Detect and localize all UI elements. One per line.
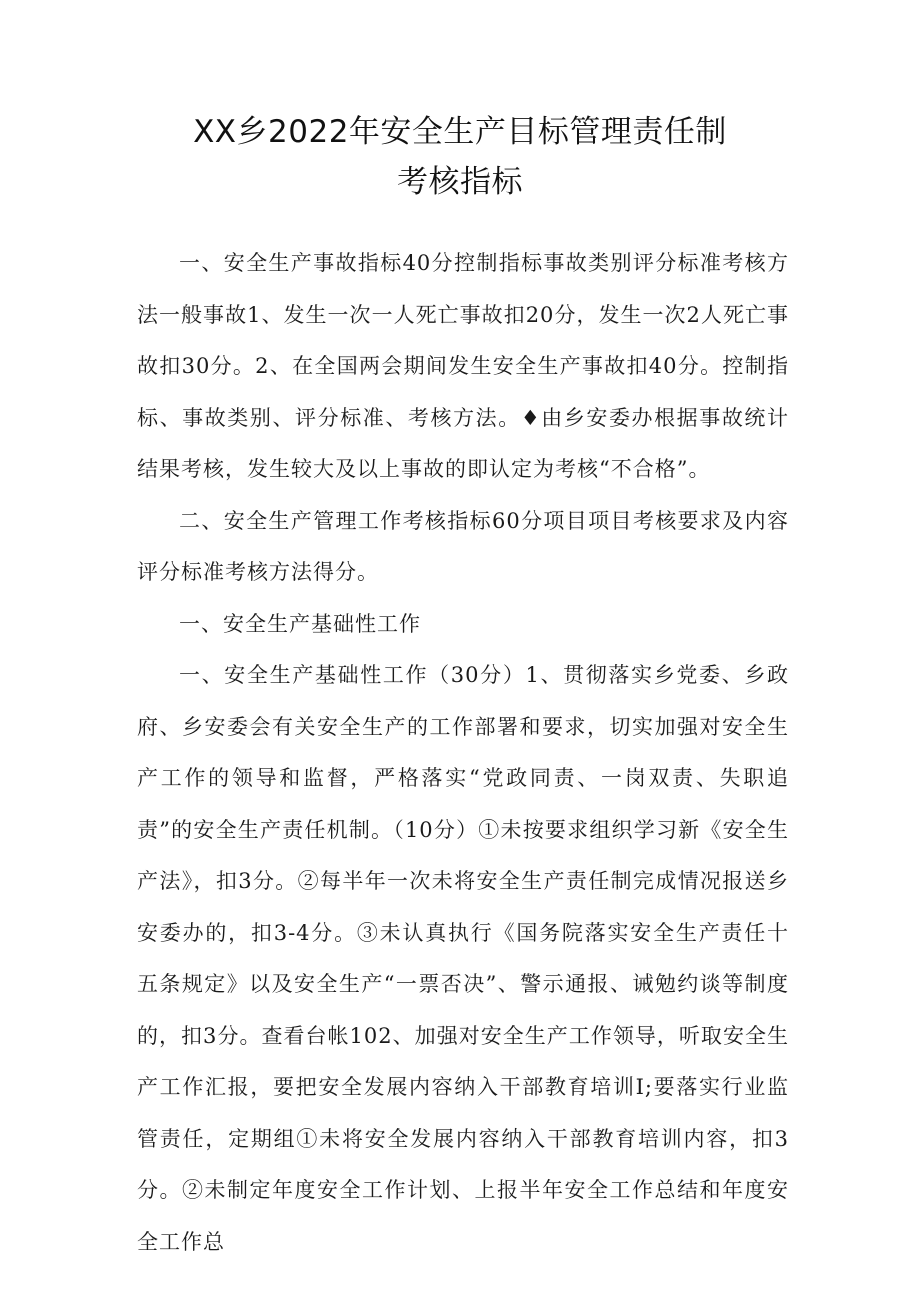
document-title-line2: 考核指标 (397, 164, 523, 200)
paragraph-accident-indicators: 一、安全生产事故指标40分控制指标事故类别评分标准考核方法一般事故1、发生一次一人死亡事故扣20分，发生一次2人死亡事故扣30分。2、在全国两会期间发生安全生产事故扣40分。控制指标、事故类别、评分标准、考核方法。♦由乡安委办根据事故统计结果考核，发生较大及以上事故的即认定为考核“不合格”。 (137, 251, 789, 481)
paragraph-basic-work: 一、安全生产基础性工作（30分）1、贯彻落实乡党委、乡政府、乡安委会有关安全生产的工作部署和要求，切实加强对安全生产工作的领导和监督，严格落实“党政同责、一岗双责、失职追责”的安全生产责任机制。（10分）①未按要求组织学习新《安全生产法》，扣3分。②每半年一次未将安全生产责任制完成情况报送乡安委办的，扣3-4分。③未认真执行《国务院落实安全生产责任十五条规定》以及安全生产“一票否决”、警示通报、诫勉约谈等制度的，扣3分。查看台帐102、加强对安全生产工作领导，听取安全生产工作汇报，要把安全发展内容纳入干部教育培训I;要落实行业监管责任，定期组①未将安全发展内容纳入干部教育培训内容，扣3分。②未制定年度安全工作计划、上报半年安全工作总结和年度安全工作总 (137, 663, 789, 1254)
paragraph-management-indicators: 二、安全生产管理工作考核指标60分项目项目考核要求及内容评分标准考核方法得分。 (137, 508, 789, 584)
paragraph-section-heading: 一、安全生产基础性工作 (179, 611, 421, 636)
document-title-line1: XX乡2022年安全生产目标管理责任制 (193, 114, 727, 150)
document-body (137, 238, 789, 1268)
